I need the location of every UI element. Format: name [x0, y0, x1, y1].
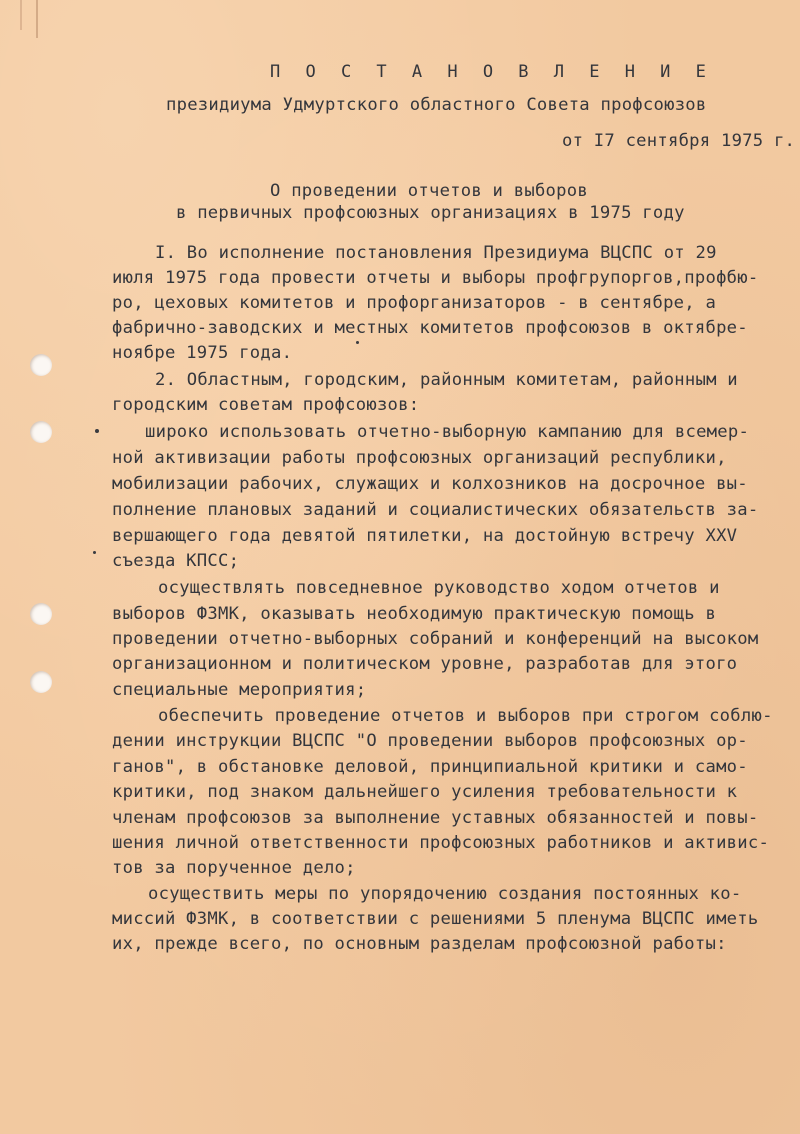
body-line: 2. Областным, городским, районным комитетам, районным и	[155, 370, 738, 390]
body-line: полнение плановых заданий и социалистических обязательств за-	[112, 500, 759, 520]
body-line: миссий ФЗМК, в соответствии с решениями 5 пленума ВЦСПС иметь	[112, 909, 759, 929]
body-line: тов за порученное дело;	[112, 858, 356, 878]
body-line: ро, цеховых комитетов и профорганизаторов - в сентябре, а	[112, 293, 717, 313]
body-line: мобилизации рабочих, служащих и колхозников на досрочное вы-	[112, 474, 748, 494]
punch-hole	[30, 603, 52, 625]
body-line: выборов ФЗМК, оказывать необходимую практическую помощь в	[112, 604, 717, 624]
body-line: осуществить меры по упорядочению создания постоянных ко-	[148, 884, 742, 904]
body-line: осуществлять повседневное руководство ходом отчетов и	[158, 578, 720, 598]
paper-fold-mark	[20, 0, 22, 30]
body-line: специальные мероприятия;	[112, 680, 367, 700]
body-line: съезда КПСС;	[112, 551, 240, 571]
body-line: их, прежде всего, по основным разделам профсоюзной работы:	[112, 934, 727, 954]
punch-hole	[30, 421, 52, 443]
body-line: июля 1975 года провести отчеты и выборы профгрупоргов,профбю-	[112, 268, 759, 288]
body-line: широко использовать отчетно-выборную кампанию для всемер-	[145, 422, 750, 442]
body-line: ноябре 1975 года.	[112, 343, 293, 363]
punch-hole	[30, 671, 52, 693]
body-line: дении инструкции ВЦСПС "О проведении выборов профсоюзных ор-	[112, 731, 748, 751]
document-date: от I7 сентября 1975 г.	[562, 131, 796, 151]
body-line: фабрично-заводских и местных комитетов профсоюзов в октябре-	[112, 318, 748, 338]
body-line: ной активизации работы профсоюзных организаций республики,	[112, 448, 727, 468]
body-line: I. Во исполнение постановления Президиума ВЦСПС от 29	[155, 243, 717, 263]
ink-dot	[93, 551, 96, 554]
document-title: П О С Т А Н О В Л Е Н И Е	[270, 62, 714, 82]
body-line: проведении отчетно-выборных собраний и конференций на высоком	[112, 629, 759, 649]
issuing-body: президиума Удмуртского областного Совета профсоюзов	[166, 95, 707, 115]
body-line: членам профсоюзов за выполнение уставных обязанностей и повы-	[112, 808, 759, 828]
body-line: критики, под знаком дальнейшего усиления требовательности к	[112, 782, 738, 802]
body-line: городским советам профсоюзов:	[112, 395, 420, 415]
subject-line-1: О проведении отчетов и выборов	[270, 181, 588, 201]
body-line: шения личной ответственности профсоюзных работников и активис-	[112, 833, 770, 853]
body-line: вершающего года девятой пятилетки, на достойную встречу XXV	[112, 526, 738, 546]
ink-dot	[356, 341, 359, 344]
subject-line-2: в первичных профсоюзных организациях в 1975 году	[176, 203, 685, 223]
body-line: обеспечить проведение отчетов и выборов при строгом соблю-	[158, 706, 773, 726]
ink-dot	[95, 429, 99, 433]
punch-hole	[30, 354, 52, 376]
body-line: ганов", в обстановке деловой, принципиальной критики и само-	[112, 757, 748, 777]
paper-fold-mark	[36, 0, 38, 38]
body-line: организационном и политическом уровне, разработав для этого	[112, 654, 738, 674]
